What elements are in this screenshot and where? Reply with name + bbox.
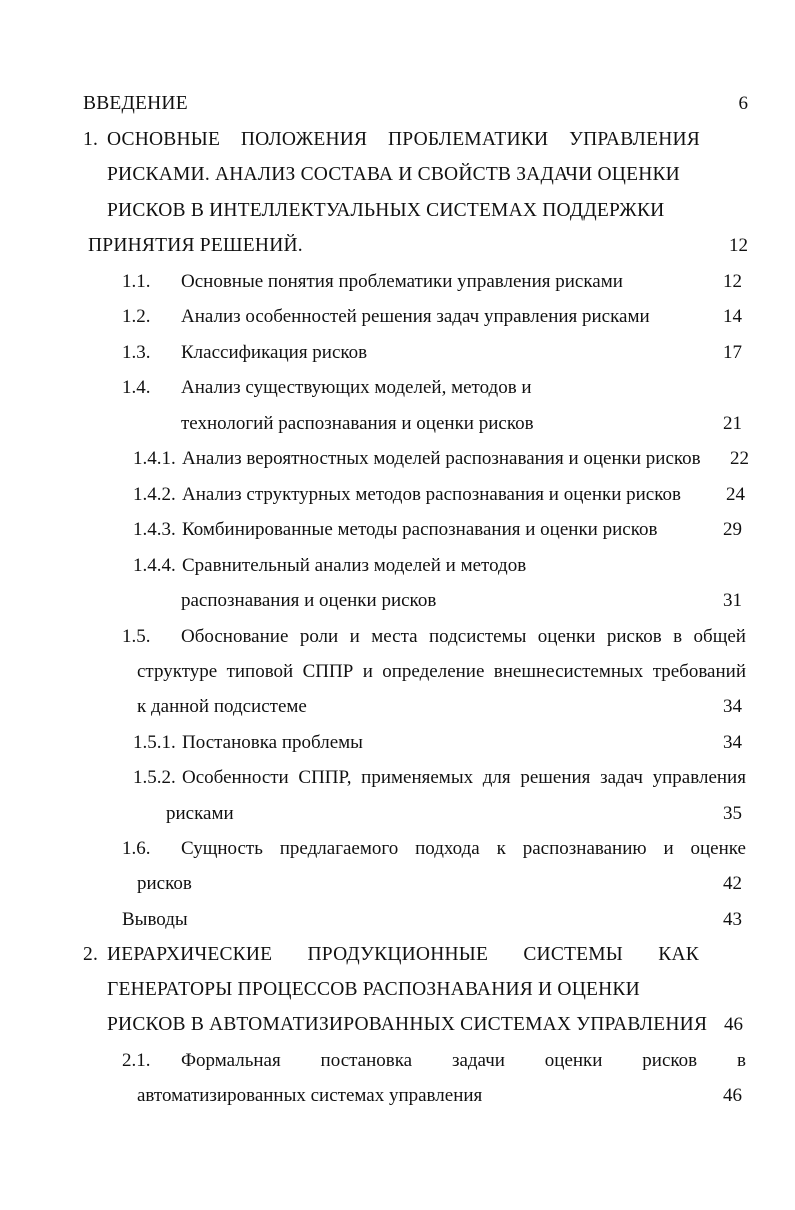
toc-s1-4-title-line2: технологий распознавания и оценки рисков	[181, 413, 534, 434]
toc-intro-page: 6	[738, 93, 748, 114]
toc-s1-4-3-number: 1.4.3.	[133, 519, 176, 540]
toc-s1-5-word: определение	[382, 661, 485, 682]
toc-s1-6-word: к	[496, 838, 506, 859]
toc-s1-6-title-line1	[181, 837, 746, 861]
toc-s1-5-2-word: применяемых	[361, 767, 474, 788]
toc-s1-5-word: общей	[693, 626, 746, 647]
toc-s1-5-word: типовой	[226, 661, 294, 682]
toc-s1-6-word: Сущность	[181, 838, 263, 859]
toc-s1-5-word: подсистемы	[429, 626, 527, 647]
toc-ch1-title-line1	[107, 128, 700, 152]
toc-s1-5-2-title-line2: рисками	[166, 803, 234, 824]
toc-s1-6-word: распознаванию	[522, 838, 647, 859]
toc-s1-5-word: и	[362, 661, 373, 682]
toc-s1-4-1-title: Анализ вероятностных моделей распознавания и оценки рисков	[182, 448, 701, 469]
toc-s2-1-title-line1	[181, 1049, 746, 1073]
toc-s2-1-word: постановка	[320, 1050, 413, 1071]
toc-s1-4-number: 1.4.	[122, 377, 151, 398]
toc-s1-2-title: Анализ особенностей решения задач управления рисками	[181, 306, 650, 327]
toc-s1-5-word: СППР	[302, 661, 354, 682]
toc-s1-1-number: 1.1.	[122, 271, 151, 292]
toc-s1-5-2-word: задач	[600, 767, 643, 788]
toc-s1-5-1-number: 1.5.1.	[133, 732, 176, 753]
toc-s1-5-2-word: для	[482, 767, 511, 788]
toc-intro-title: ВВЕДЕНИЕ	[83, 93, 188, 114]
toc-s1-5-word: требований	[652, 661, 746, 682]
toc-ch2-word: КАК	[658, 944, 699, 965]
toc-ch2-page: 46	[724, 1014, 743, 1035]
toc-s1-5-2-word: управления	[652, 767, 746, 788]
toc-ch2-title-line1	[107, 943, 699, 967]
toc-s1-5-word: места	[371, 626, 418, 647]
toc-s1-2-number: 1.2.	[122, 306, 151, 327]
toc-s1-4-4-title-line1: Сравнительный анализ моделей и методов	[182, 555, 527, 576]
toc-ch1-title-line3: РИСКОВ В ИНТЕЛЛЕКТУАЛЬНЫХ СИСТЕМАХ ПОДДЕРЖКИ	[107, 200, 665, 221]
toc-ch1-number: 1.	[83, 129, 99, 150]
toc-s1-2-page: 14	[723, 306, 742, 327]
toc-s2-1-page: 46	[723, 1085, 742, 1106]
toc-s1-5-number: 1.5.	[122, 626, 151, 647]
toc-s1-5-2-word: СППР,	[298, 767, 352, 788]
toc-s1-4-3-title: Комбинированные методы распознавания и оценки рисков	[182, 519, 658, 540]
toc-s2-1-title-line2: автоматизированных системах управления	[137, 1085, 483, 1106]
toc-ch2-word: ПРОДУКЦИОННЫЕ	[307, 944, 489, 965]
toc-ch1-word: УПРАВЛЕНИЯ	[569, 129, 700, 150]
toc-ch2-word: СИСТЕМЫ	[523, 944, 624, 965]
toc-s1-5-2-number: 1.5.2.	[133, 767, 176, 788]
toc-s1-6-title-line2: рисков	[137, 873, 192, 894]
toc-s1-3-number: 1.3.	[122, 342, 151, 363]
toc-s1-4-4-title-line2: распознавания и оценки рисков	[181, 590, 437, 611]
toc-s1-4-2-number: 1.4.2.	[133, 484, 176, 505]
toc-s1-4-2-title: Анализ структурных методов распознавания и оценки рисков	[182, 484, 681, 505]
toc-s1-1-title: Основные понятия проблематики управления рисками	[181, 271, 623, 292]
toc-s1-6-number: 1.6.	[122, 838, 151, 859]
toc-s1-5-title-line1	[181, 625, 746, 649]
toc-ch1-word: ПОЛОЖЕНИЯ	[240, 129, 368, 150]
toc-s1-5-word: структуре	[137, 661, 218, 682]
toc-s1-5-word: роли	[299, 626, 339, 647]
toc-s1-6-word: предлагаемого	[279, 838, 399, 859]
toc-s2-1-word: задачи	[451, 1050, 505, 1071]
toc-s1-4-page: 21	[723, 413, 742, 434]
toc-s1-4-4-page: 31	[723, 590, 742, 611]
toc-ch1-title-line2: РИСКАМИ. АНАЛИЗ СОСТАВА И СВОЙСТВ ЗАДАЧИ ОЦЕНКИ	[107, 164, 680, 185]
toc-s1-5-2-word: решения	[520, 767, 591, 788]
toc-s1-5-word: внешнесистемных	[493, 661, 644, 682]
toc-s2-1-number: 2.1.	[122, 1050, 151, 1071]
toc-s1-4-title-line1: Анализ существующих моделей, методов и	[181, 377, 532, 398]
toc-s1-5-word: Обоснование	[181, 626, 289, 647]
toc-ch2-number: 2.	[83, 944, 99, 965]
toc-s2-1-word: в	[736, 1050, 746, 1071]
toc-s2-1-word: рисков	[642, 1050, 698, 1071]
toc-conclusions-title: Выводы	[122, 909, 188, 930]
toc-s1-6-page: 42	[723, 873, 742, 894]
toc-s1-6-word: и	[663, 838, 674, 859]
toc-s1-6-word: подхода	[415, 838, 480, 859]
toc-s1-5-1-title: Постановка проблемы	[182, 732, 363, 753]
toc-s1-4-3-page: 29	[723, 519, 742, 540]
toc-s1-5-2-title-line1	[182, 766, 746, 790]
toc-s1-5-title-line3: к данной подсистеме	[137, 696, 307, 717]
toc-s1-4-1-page: 22	[730, 448, 749, 469]
toc-s1-5-word: оценки	[537, 626, 596, 647]
toc-ch1-page: 12	[729, 235, 748, 256]
toc-ch1-title-line4: ПРИНЯТИЯ РЕШЕНИЙ.	[88, 235, 303, 256]
toc-s1-5-title-line2	[137, 660, 746, 684]
toc-s1-6-word: оценке	[690, 838, 746, 859]
toc-s1-5-word: и	[349, 626, 360, 647]
toc-s2-1-word: оценки	[544, 1050, 603, 1071]
toc-s1-1-page: 12	[723, 271, 742, 292]
toc-s1-5-page: 34	[723, 696, 742, 717]
toc-ch1-word: ОСНОВНЫЕ	[107, 129, 221, 150]
toc-s1-5-word: рисков	[606, 626, 662, 647]
toc-ch2-title-line3: РИСКОВ В АВТОМАТИЗИРОВАННЫХ СИСТЕМАХ УПРАВЛЕНИЯ	[107, 1014, 708, 1035]
toc-s1-4-2-page: 24	[726, 484, 745, 505]
toc-s1-3-page: 17	[723, 342, 742, 363]
toc-s1-5-word: в	[673, 626, 683, 647]
toc-s1-4-4-number: 1.4.4.	[133, 555, 176, 576]
toc-s2-1-word: Формальная	[181, 1050, 281, 1071]
toc-s1-5-2-word: Особенности	[182, 767, 289, 788]
toc-s1-4-1-number: 1.4.1.	[133, 448, 176, 469]
toc-conclusions-page: 43	[723, 909, 742, 930]
toc-ch2-word: ИЕРАРХИЧЕСКИЕ	[107, 944, 273, 965]
toc-ch2-title-line2: ГЕНЕРАТОРЫ ПРОЦЕССОВ РАСПОЗНАВАНИЯ И ОЦЕНКИ	[107, 979, 640, 1000]
toc-s1-5-1-page: 34	[723, 732, 742, 753]
toc-s1-3-title: Классификация рисков	[181, 342, 368, 363]
toc-ch1-word: ПРОБЛЕМАТИКИ	[388, 129, 549, 150]
toc-s1-5-2-page: 35	[723, 803, 742, 824]
